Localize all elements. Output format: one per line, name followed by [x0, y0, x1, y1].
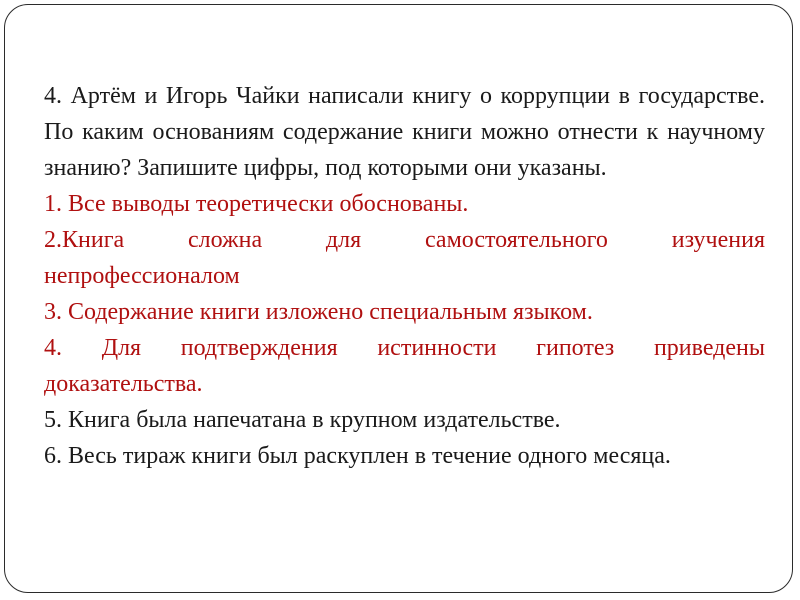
option-4-line-1: 4. Для подтверждения истинности гипотез приведены [44, 335, 765, 361]
slide-content [44, 78, 765, 474]
option-3: 3. Содержание книги изложено специальным языком. [44, 299, 593, 325]
option-2 [44, 222, 765, 294]
option-4 [44, 330, 765, 402]
option-6: 6. Весь тираж книги был раскуплен в течение одного месяца. [44, 443, 671, 469]
option-1: 1. Все выводы теоретически обоснованы. [44, 191, 469, 217]
option-2-line-2: непрофессионалом [44, 263, 240, 289]
option-4-line-2: доказательства. [44, 371, 203, 397]
question-text: 4. Артём и Игорь Чайки написали книгу о коррупции в государстве. По каким основаниям содержание книги можно отнести к научному знанию? Запишите цифры, под которыми они указаны. [44, 83, 765, 181]
option-2-line-1: 2.Книга сложна для самостоятельного изучения [44, 227, 765, 253]
option-5: 5. Книга была напечатана в крупном издательстве. [44, 407, 561, 433]
